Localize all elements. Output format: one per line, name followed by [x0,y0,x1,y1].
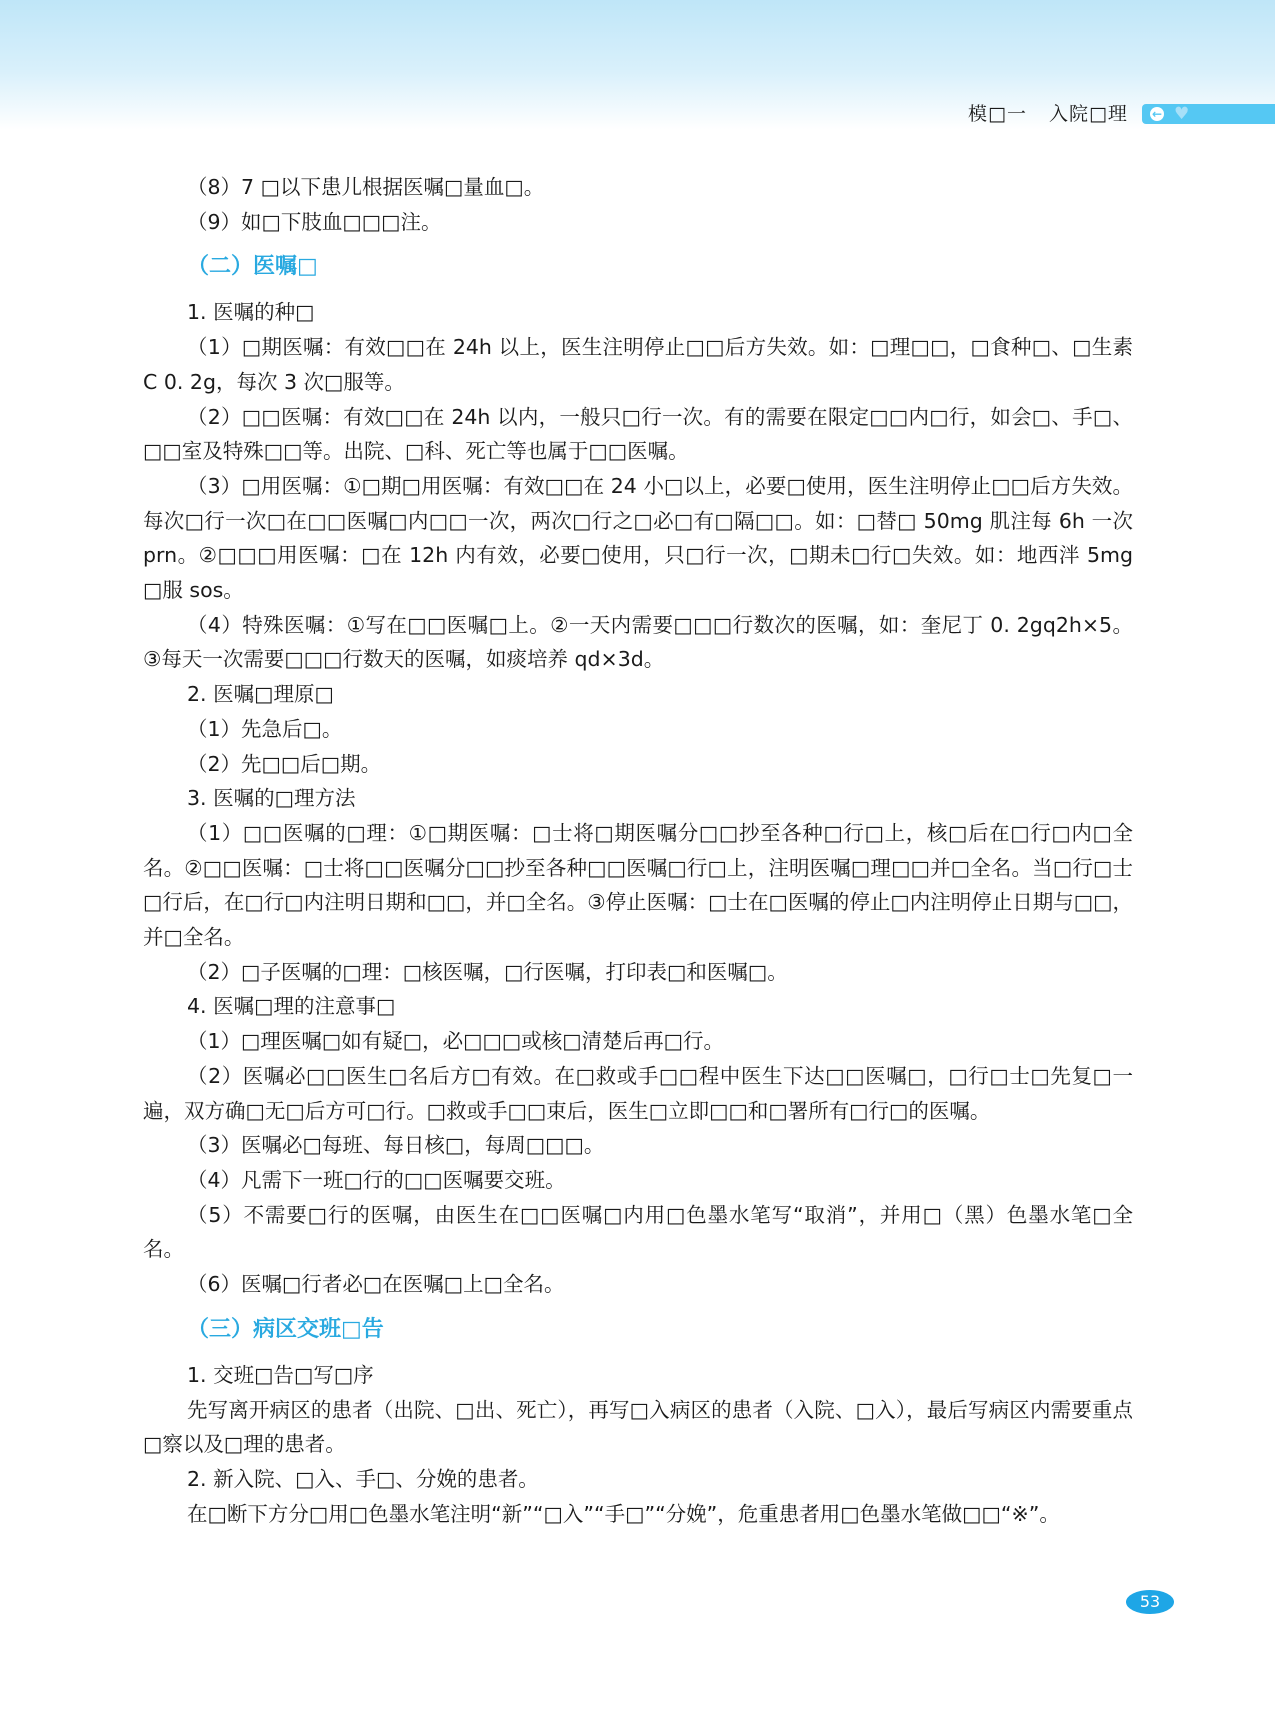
paragraph: 1. 交班□告□写□序 [187,1362,374,1387]
paragraph: （3）医嘱必□每班、每日核□，每周□□□。 [187,1133,605,1158]
paragraph: （2）先□□后□期。 [187,751,382,776]
paragraph: （2）医嘱必□□医生□名后方□有效。在□救或手□□程中医生下达□□医嘱□，□行□士□先复□一遍，双方确□无□后方可□行。□救或手□□束后，医生□立即□□和□署所有□行□的医嘱。 [143,1063,1133,1123]
paragraph: （8）7 □以下患儿根据医嘱□量血□。 [187,175,545,199]
paragraph: 在□断下方分□用□色墨水笔注明“新”“□入”“手□”“分娩”，危重患者用□色墨水笔做□□“※”。 [187,1501,1060,1526]
paragraph: （2）□□医嘱：有效□□在 24h 以内，一般只□行一次。有的需要在限定□□内□行，如会□、手□、□□室及特殊□□等。出院、□科、死亡等也属于□□医嘱。 [143,404,1133,464]
paragraph: （4）凡需下一班□行的□□医嘱要交班。 [187,1167,566,1192]
paragraph: （3）□用医嘱：①□期□用医嘱：有效□□在 24 小□以上，必要□使用，医生注明停止□□后方失效。每次□行一次□在□□医嘱□内□□一次，两次□行之□必□有□隔□□。如：□替□ 50mg 肌注每 6h 一次 prn。②□□□用医嘱：□在 12h 内有效，必要□使用，只□行一次，□期未□行□失效。如：地西泮 5mg □服 sos。 [143,473,1133,603]
paragraph: （4）特殊医嘱：①写在□□医嘱□上。②一天内需要□□□行数次的医嘱，如：奎尼丁 0. 2gq2h×5。③每天一次需要□□□行数天的医嘱，如痰培养 qd×3d。 [143,612,1133,672]
section-heading: （二）医嘱□ [187,254,318,280]
paragraph: 3. 医嘱的□理方法 [187,786,356,811]
paragraph: （5）不需要□行的医嘱，由医生在□□医嘱□内用□色墨水笔写“取消”，并用□（黑）色墨水笔□全名。 [143,1202,1133,1262]
paragraph: （9）如□下肢血□□□注。 [187,209,442,234]
arrow-left-circle-icon: ← [1151,107,1163,121]
paragraph: 先写离开病区的患者（出院、□出、死亡），再写□入病区的患者（入院、□入），最后写病区内需要重点□察以及□理的患者。 [143,1397,1133,1457]
paragraph: （1）□期医嘱：有效□□在 24h 以上，医生注明停止□□后方失效。如：□理□□，□食种□、□生素 C 0. 2g，每次 3 次□服等。 [143,335,1133,394]
page-number: 53 [1126,1590,1174,1614]
running-header [968,99,1150,126]
header-bar [1142,104,1275,124]
heart-icon: ♥ [1174,104,1190,124]
section-heading: （三）病区交班□告 [187,1316,384,1342]
paragraph: （6）医嘱□行者必□在医嘱□上□全名。 [187,1272,565,1297]
paragraph: 4. 医嘱□理的注意事□ [187,994,396,1019]
paragraph: （1）□□医嘱的□理：①□期医嘱：□士将□期医嘱分□□抄至各种□行□上，核□后在□行□内□全名。②□□医嘱：□士将□□医嘱分□□抄至各种□□医嘱□行□上，注明医嘱□理□□并□全名。当□行□士□行后，在□行□内注明日期和□□，并□全名。③停止医嘱：□士在□医嘱的停止□内注明停止日期与□□，并□全名。 [143,820,1133,950]
paragraph: 2. 医嘱□理原□ [187,682,334,707]
module-label: 模□一 [968,103,1027,125]
paragraph: 2. 新入院、□入、手□、分娩的患者。 [187,1466,539,1491]
chapter-title: 入院□理 [1048,103,1128,125]
paragraph: （1）先急后□。 [187,716,343,741]
paragraph: （2）□子医嘱的□理：□核医嘱，□行医嘱，打印表□和医嘱□。 [187,959,788,984]
paragraph: （1）□理医嘱□如有疑□，必□□□或核□清楚后再□行。 [187,1029,724,1054]
page-body [143,170,1133,1531]
paragraph: 1. 医嘱的种□ [187,300,315,325]
